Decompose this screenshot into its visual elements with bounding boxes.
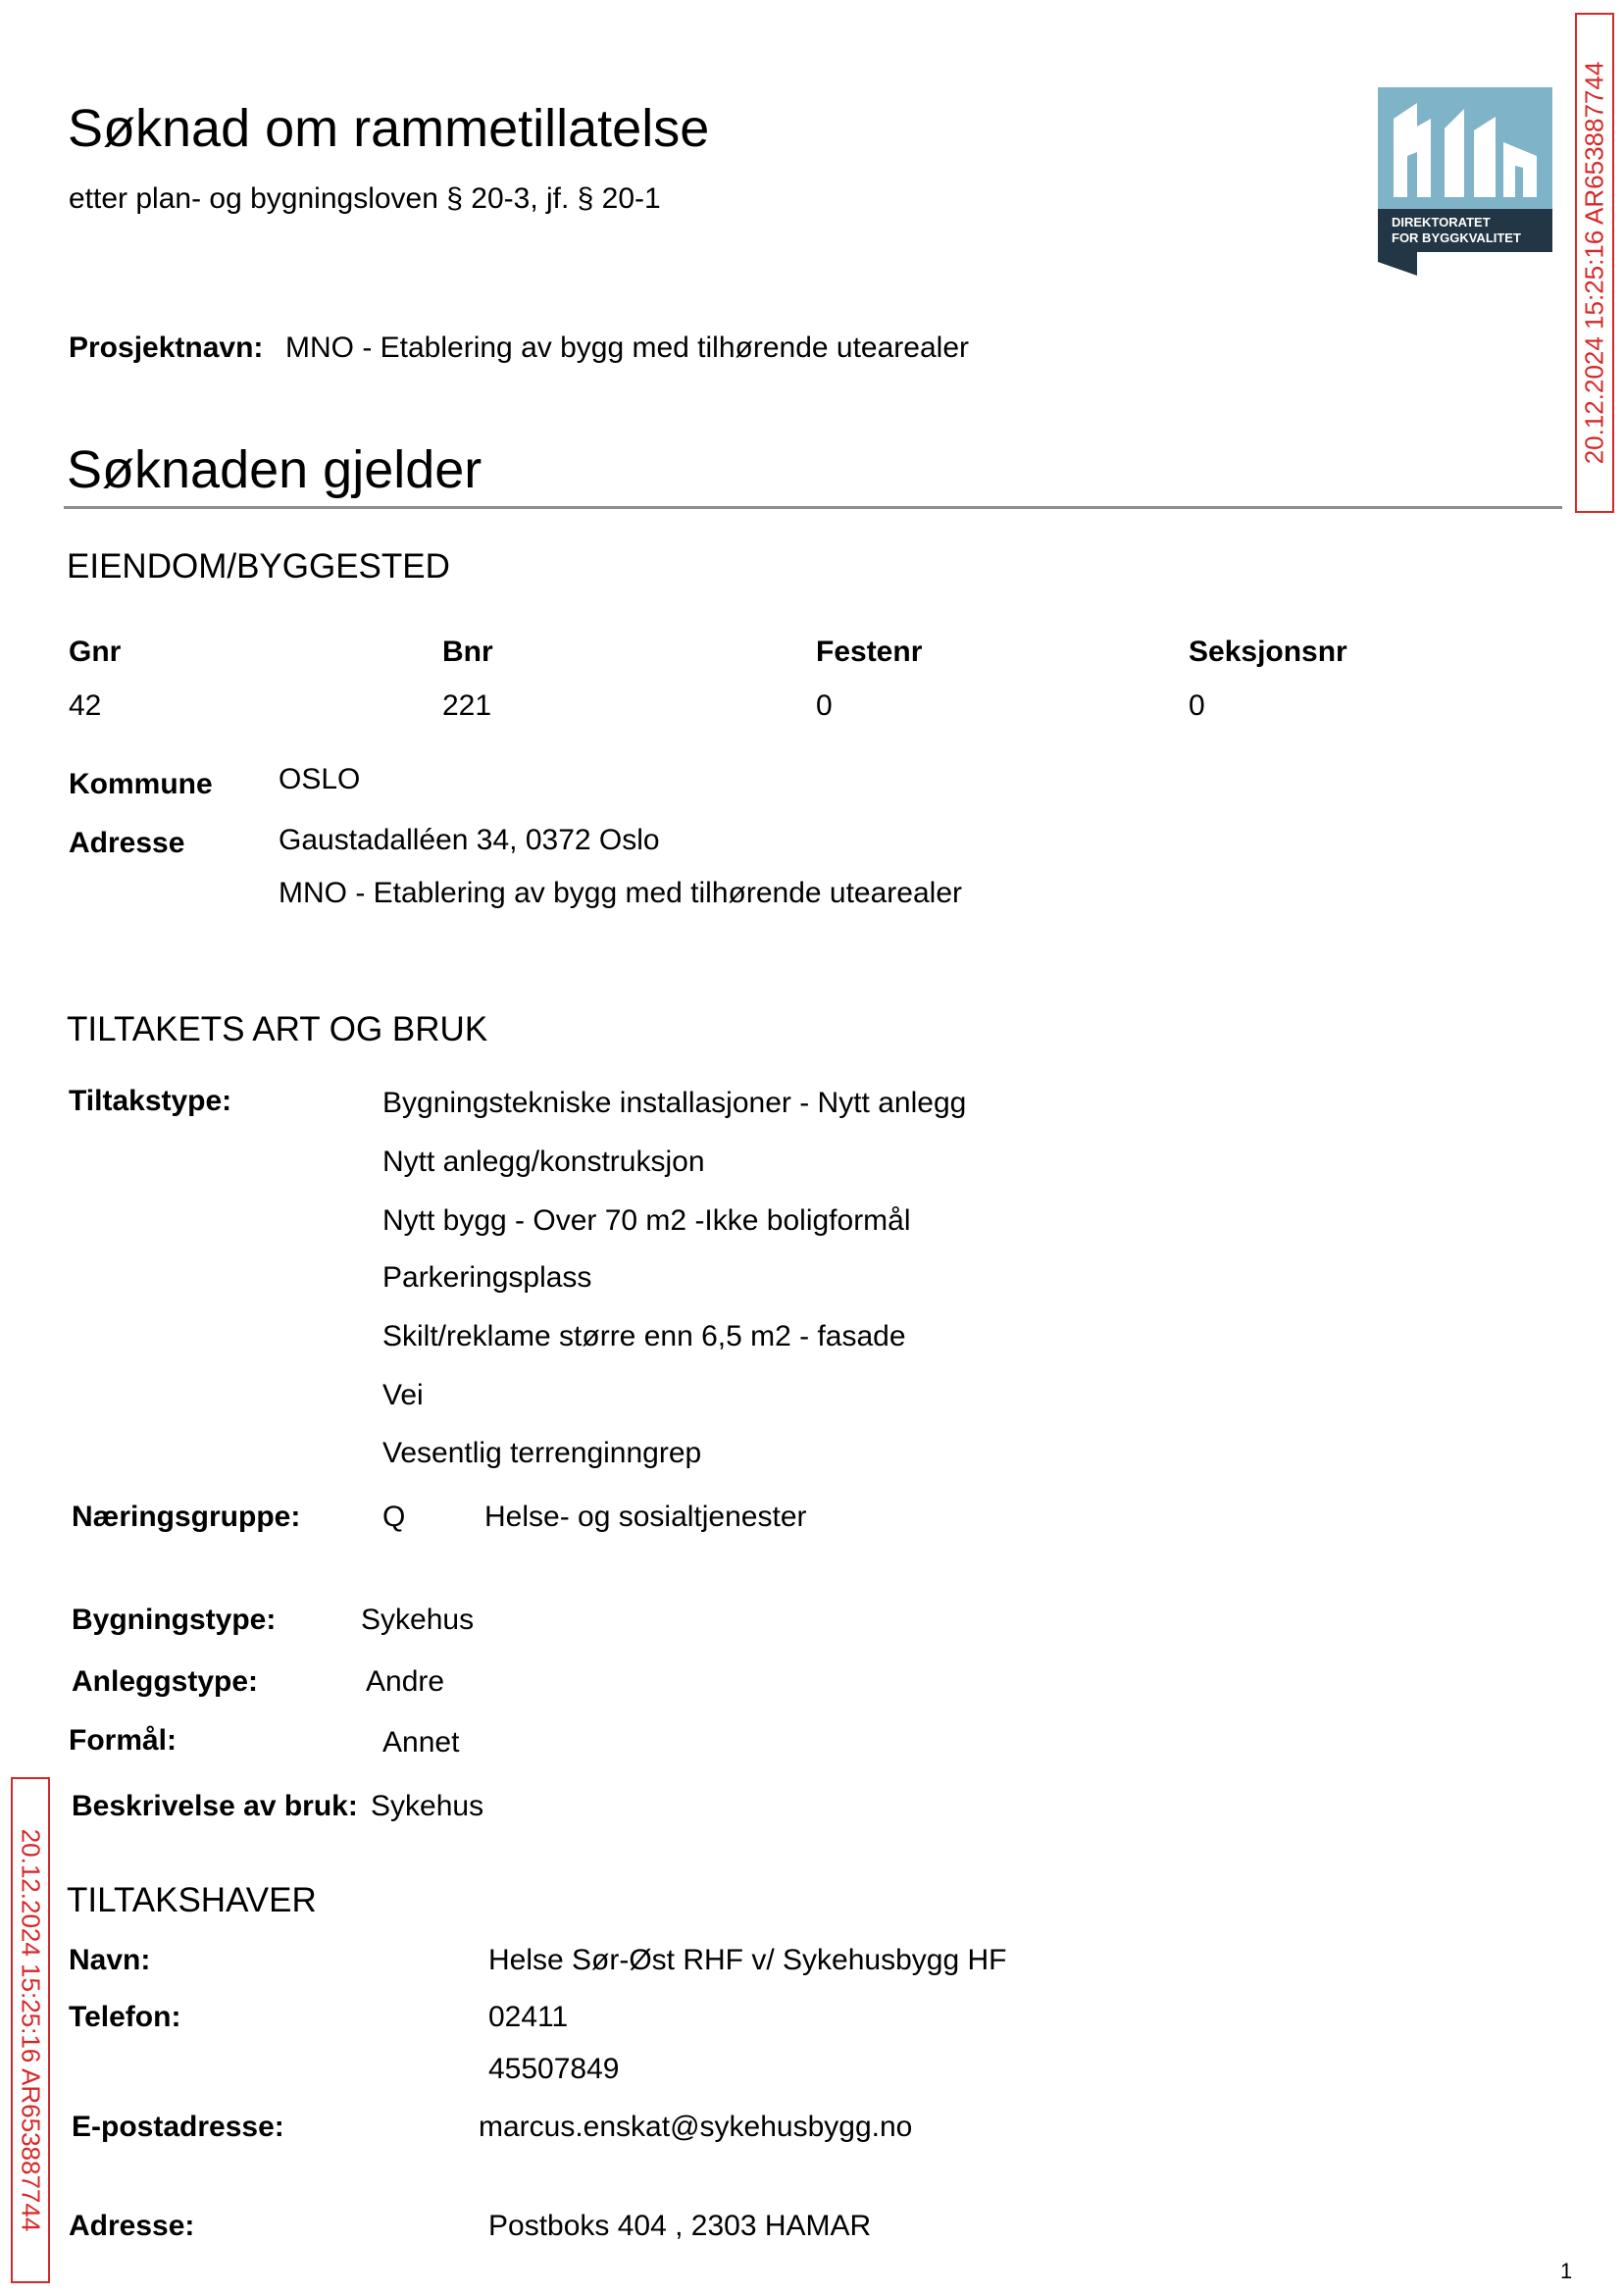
archive-stamp-left (11, 1777, 50, 2283)
tiltakshaver-adresse-label: Adresse: (69, 2210, 195, 2242)
document-title: Søknad om rammetillatelse (68, 99, 710, 158)
tiltakstype-item: Parkeringsplass (382, 1261, 592, 1294)
kommune-value: OSLO (279, 763, 361, 795)
tiltakstype-item: Bygningstekniske installasjoner - Nytt anlegg (382, 1087, 967, 1119)
stamp-text: 20.12.2024 15:25:16 AR653887744 (1579, 61, 1609, 465)
navn-label: Navn: (69, 1944, 151, 1976)
telefon-label: Telefon: (69, 2001, 181, 2033)
adresse-label: Adresse (69, 827, 185, 859)
tiltakstype-item: Vei (382, 1379, 424, 1411)
naeringsgruppe-label: Næringsgruppe: (72, 1501, 301, 1533)
tiltakshaver-adresse-value: Postboks 404 , 2303 HAMAR (488, 2210, 872, 2242)
festenr-label: Festenr (816, 636, 923, 668)
epost-value: marcus.enskat@sykehusbygg.no (479, 2111, 913, 2143)
tiltakstype-item: Nytt anlegg/konstruksjon (382, 1146, 705, 1178)
dibk-logo-icon (1378, 87, 1552, 276)
tiltakstype-item: Nytt bygg - Over 70 m2 -Ikke boligformål (382, 1204, 911, 1237)
adresse-line1: Gaustadalléen 34, 0372 Oslo (279, 824, 660, 856)
beskrivelse-label: Beskrivelse av bruk: (72, 1790, 358, 1822)
bygningstype-value: Sykehus (361, 1604, 475, 1636)
section-tiltak: TILTAKETS ART OG BRUK (67, 1010, 488, 1048)
naeringsgruppe-code: Q (382, 1501, 406, 1533)
document-subtitle: etter plan- og bygningsloven § 20-3, jf. § 20-1 (69, 182, 661, 215)
section-soknaden-gjelder: Søknaden gjelder (67, 440, 482, 499)
telefon-value-1: 02411 (488, 2001, 569, 2033)
formal-value: Annet (382, 1726, 460, 1759)
anleggstype-label: Anleggstype: (72, 1665, 259, 1698)
page-number: 1 (1560, 2259, 1573, 2283)
archive-stamp-right (1575, 13, 1614, 513)
section-eiendom: EIENDOM/BYGGESTED (67, 547, 450, 586)
section-tiltakshaver: TILTAKSHAVER (67, 1881, 317, 1919)
bnr-label: Bnr (442, 636, 493, 668)
anleggstype-value: Andre (366, 1665, 445, 1698)
tiltakstype-item: Skilt/reklame større enn 6,5 m2 - fasade (382, 1320, 906, 1352)
stamp-text: 20.12.2024 15:25:16 AR653887744 (16, 1828, 46, 2232)
section-divider (64, 506, 1562, 509)
naeringsgruppe-value: Helse- og sosialtjenester (484, 1501, 807, 1533)
seksjonsnr-value: 0 (1189, 689, 1205, 722)
bnr-value: 221 (442, 689, 492, 722)
kommune-label: Kommune (69, 768, 213, 800)
navn-value: Helse Sør-Øst RHF v/ Sykehusbygg HF (488, 1944, 1007, 1976)
project-name-value: MNO - Etablering av bygg med tilhørende utearealer (285, 331, 970, 364)
gnr-value: 42 (69, 689, 102, 722)
seksjonsnr-label: Seksjonsnr (1189, 636, 1347, 668)
bygningstype-label: Bygningstype: (72, 1604, 277, 1636)
adresse-line2: MNO - Etablering av bygg med tilhørende utearealer (279, 877, 963, 909)
project-name-label: Prosjektnavn: (69, 331, 264, 364)
tiltakstype-label: Tiltakstype: (69, 1085, 232, 1117)
epost-label: E-postadresse: (72, 2111, 284, 2143)
gnr-label: Gnr (69, 636, 122, 668)
logo-line1: DIREKTORATET (1392, 215, 1491, 229)
tiltakstype-item: Vesentlig terrenginngrep (382, 1437, 702, 1469)
logo-line2: FOR BYGGKVALITET (1392, 230, 1521, 245)
formal-label: Formål: (69, 1724, 178, 1757)
festenr-value: 0 (816, 689, 833, 722)
beskrivelse-value: Sykehus (371, 1790, 484, 1822)
telefon-value-2: 45507849 (488, 2053, 620, 2085)
